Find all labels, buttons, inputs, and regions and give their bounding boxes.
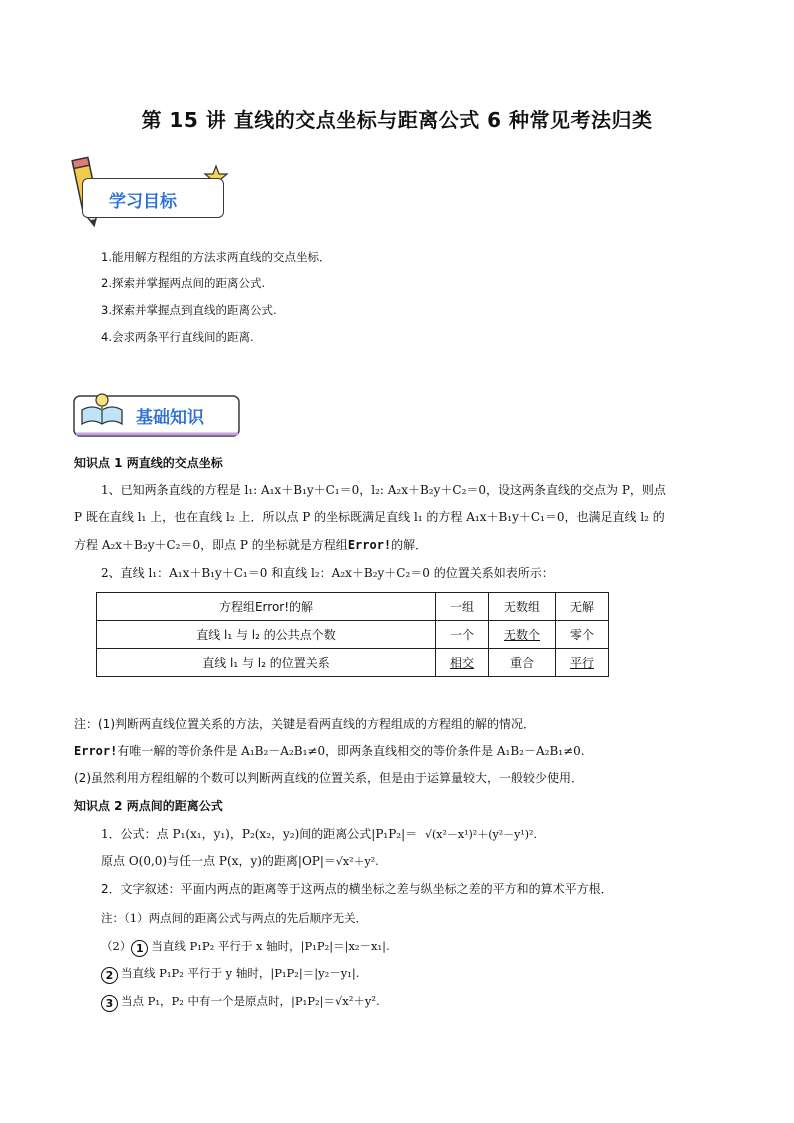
kp2-formula-text: 1．公式：点 P₁(x₁，y₁)，P₂(x₂，y₂)间的距离公式|P₁P₂|＝ (101, 827, 418, 841)
basics-label: 基础知识 (136, 408, 204, 428)
kp2-note-value: √x²＋y². (334, 994, 380, 1008)
table-cell: 无数组 (489, 593, 556, 621)
error-field: Error! (74, 744, 118, 758)
table-row (97, 621, 609, 649)
table-cell: 相交 (436, 649, 489, 677)
kp1-line3-text: 方程 A₂x＋B₂y＋C₂＝0，即点 P 的坐标就是方程组 (74, 538, 348, 552)
kp2-formula-value: √(x²－x¹)²＋(y²－y¹)². (424, 828, 537, 841)
table-cell: 无数个 (489, 621, 556, 649)
kp2-formula-value: √x²＋y². (335, 855, 379, 868)
table-cell: 直线 l₁ 与 l₂ 的公共点个数 (97, 621, 436, 649)
circled-number-3: 3 (101, 995, 118, 1012)
kp2-note-text: 当直线 P₁P₂ 平行于 y 轴时，|P₁P₂|＝|y₂－y₁|. (121, 966, 360, 980)
kp2-note: 注：（1）两点间的距离公式与两点的先后顺序无关． (101, 911, 368, 925)
table-cell: 方程组Error!的解 (97, 593, 436, 621)
kp1-paragraph-line: P 既在直线 l₁ 上，也在直线 l₂ 上．所以点 P 的坐标既满足直线 l₁ 的方程 A₁x＋B₁y＋C₁＝0，也满足直线 l₂ 的 (74, 510, 665, 524)
kp1-paragraph-line: 1、已知两条直线的方程是 l₁: A₁x＋B₁y＋C₁＝0，l₂: A₂x＋B₂y＋C₂＝0，设这两条直线的交点为 P，则点 (101, 483, 666, 497)
kp1-paragraph-line (74, 537, 427, 553)
kp2-formula (101, 853, 379, 870)
table-cell: 零个 (556, 621, 609, 649)
kp1-heading: 知识点 1 两直线的交点坐标 (74, 456, 223, 470)
table-cell: 直线 l₁ 与 l₂ 的位置关系 (97, 649, 436, 677)
kp2-formula (101, 826, 537, 843)
kp2-text: 2．文字叙述：平面内两点的距离等于这两点的横坐标之差与纵坐标之差的平方和的算术平方根． (101, 882, 613, 896)
relation-table (96, 592, 609, 677)
table-cell: 重合 (489, 649, 556, 677)
table-row (97, 593, 609, 621)
kp2-note (101, 938, 390, 957)
goal-item: 1.能用解方程组的方法求两直线的交点坐标． (101, 250, 331, 264)
kp1-note (74, 743, 585, 759)
goal-item: 4.会求两条平行直线间的距离. (101, 330, 254, 344)
circled-number-1: 1 (131, 940, 148, 957)
kp1-line3-tail: 的解． (391, 538, 428, 552)
table-row (97, 649, 609, 677)
table-cell: 平行 (556, 649, 609, 677)
kp1-table-intro: 2、直线 l₁：A₁x＋B₁y＋C₁＝0 和直线 l₂：A₂x＋B₂y＋C₂＝0 的位置关系如表所示： (101, 566, 554, 580)
table-cell: 一组 (436, 593, 489, 621)
kp2-note-text: 当点 P₁，P₂ 中有一个是原点时，|P₁P₂|＝ (121, 994, 335, 1008)
circled-number-2: 2 (101, 967, 118, 984)
kp2-formula-text: 原点 O(0,0)与任一点 P(x，y)的距离|OP|＝ (101, 854, 336, 868)
kp1-note: (2)虽然利用方程组解的个数可以判断两直线的位置关系，但是由于运算量较大，一般较少使用． (74, 771, 584, 785)
kp2-note-prefix: （2） (101, 939, 132, 953)
page-title: 第 15 讲 直线的交点坐标与距离公式 6 种常见考法归类 (141, 108, 653, 132)
goal-item: 2.探索并掌握两点间的距离公式. (101, 276, 266, 290)
learning-goals-label: 学习目标 (109, 192, 177, 212)
kp1-note: 注：(1)判断两直线位置关系的方法，关键是看两直线的方程组成的方程组的解的情况． (74, 717, 536, 731)
kp2-note (101, 993, 380, 1012)
kp1-note-text: 有唯一解的等价条件是 A₁B₂－A₂B₁≠0，即两条直线相交的等价条件是 A₁B₂－A₂B₁≠0. (117, 744, 585, 758)
goal-item: 3.探索并掌握点到直线的距离公式. (101, 303, 277, 317)
kp2-note (101, 965, 359, 984)
kp2-note-text: 当直线 P₁P₂ 平行于 x 轴时，|P₁P₂|＝|x₂－x₁|. (151, 939, 390, 953)
kp2-heading: 知识点 2 两点间的距离公式 (74, 799, 223, 813)
learning-goals-badge (82, 178, 224, 218)
table-cell: 无解 (556, 593, 609, 621)
table-cell: 一个 (436, 621, 489, 649)
error-field: Error! (347, 538, 392, 552)
